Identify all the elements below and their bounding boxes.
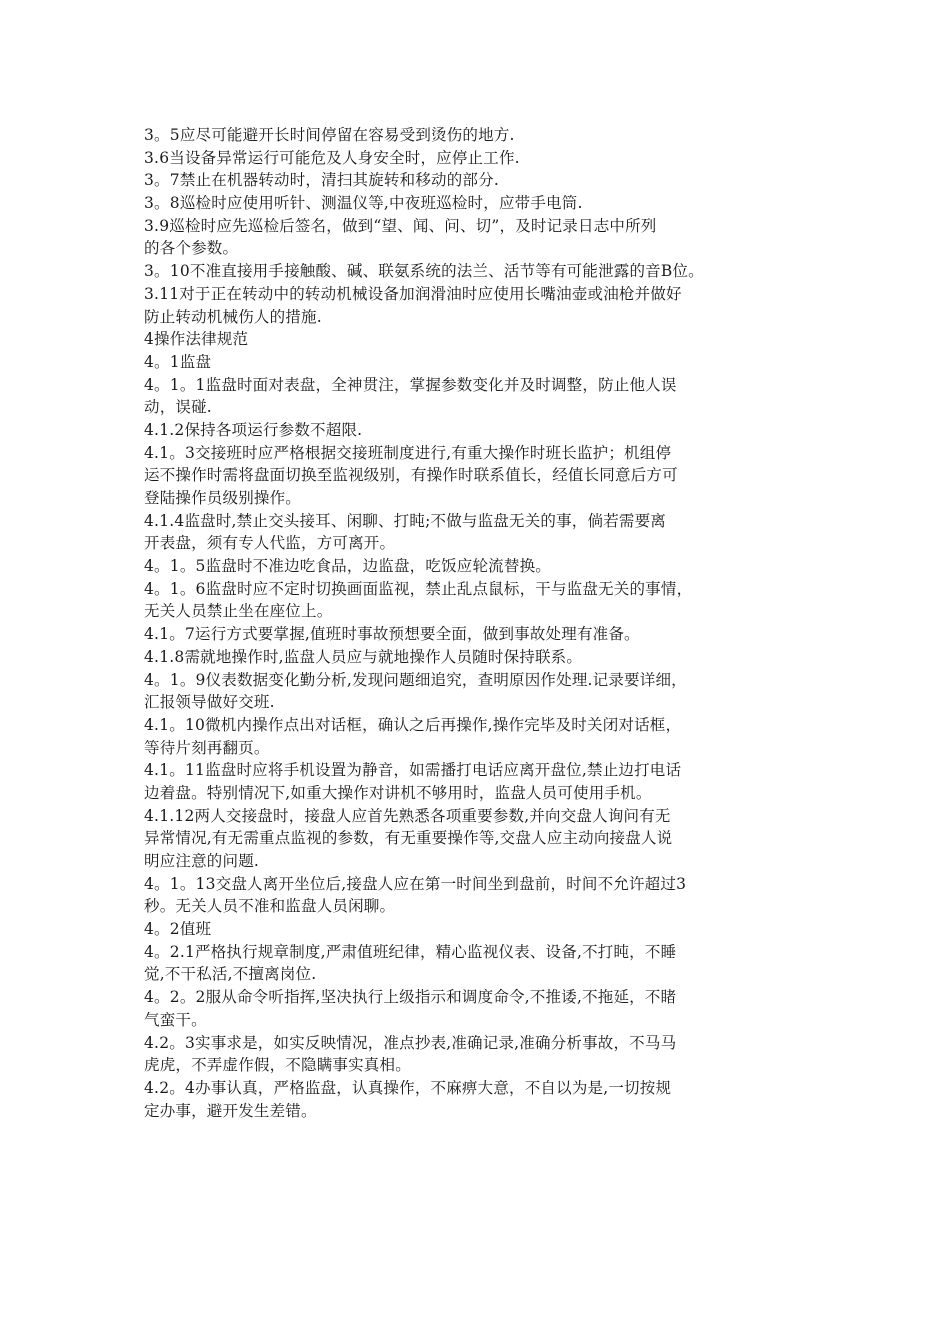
document-body (144, 124, 814, 1122)
text-line: 4.1.8需就地操作时,监盘人员应与就地操作人员随时保持联系。 (144, 647, 583, 666)
text-line: 登陆操作员级别操作。 (144, 489, 302, 507)
text-line: 汇报领导做好交班. (144, 693, 275, 712)
text-line: 秒。无关人员不准和监盘人员闲聊。 (144, 897, 396, 916)
text-line: 觉,不干私活,不擅离岗位. (144, 965, 317, 984)
text-line: 运不操作时需将盘面切换至监视级别，有操作时联系值长，经值长同意后方可 (144, 466, 678, 485)
text-line: 3。8巡检时应使用听针、测温仪等,中夜班巡检时，应带手电筒. (144, 194, 583, 213)
text-line: 气蛮干。 (144, 1010, 207, 1029)
text-line: 4.1。7运行方式要掌握,值班时事故预想要全面，做到事故处理有准备。 (144, 625, 640, 644)
text-line: 3.9巡检时应先巡检后签名，做到“望、闻、问、切”，及时记录日志中所列 (144, 216, 657, 235)
text-line: 开表盘，须有专人代监，方可离开。 (144, 534, 396, 553)
text-line: 明应注意的问题. (144, 852, 260, 870)
text-line: 4.1.2保持各项运行参数不超限. (144, 420, 363, 439)
text-line: 4.2。4办事认真，严格监盘，认真操作，不麻痹大意，不自以为是,一切按规 (144, 1078, 672, 1097)
text-line: 异常情况,有无需重点监视的参数，有无重要操作等,交盘人应主动向接盘人说 (144, 829, 673, 848)
text-line: 3.6当设备异常运行可能危及人身安全时，应停止工作. (144, 148, 520, 167)
text-line: 定办事，避开发生差错。 (144, 1101, 317, 1120)
text-line: 4.2。3实事求是，如实反映情况，准点抄表,准确记录,准确分析事故，不马马 (144, 1033, 677, 1052)
text-line: 等待片刻再翻页。 (144, 738, 270, 757)
section-heading: 4操作法律规范 (144, 330, 249, 349)
text-line: 防止转动机械伤人的措施. (144, 307, 322, 326)
text-line: 3。7禁止在机器转动时，清扫其旋转和移动的部分. (144, 171, 499, 190)
text-line: 动，误碰. (144, 398, 212, 417)
text-line: 4。1。6监盘时应不定时切换画面监视，禁止乱点鼠标，干与监盘无关的事情， (144, 579, 693, 598)
text-line: 4。2。2服从命令听指挥,坚决执行上级指示和调度命令,不推诿,不拖延，不睹 (144, 988, 677, 1007)
text-line: 3。10不准直接用手接触酸、碱、联氨系统的法兰、活节等有可能泄露的音B位。 (144, 262, 704, 281)
text-line: 4。2.1严格执行规章制度,严肃值班纪律，精心监视仪表、设备,不打盹，不睡 (144, 942, 677, 961)
text-line: 4.1。10微机内操作点出对话框，确认之后再操作,操作完毕及时关闭对话框， (144, 715, 682, 734)
text-line: 3.11对于正在转动中的转动机械设备加润滑油时应使用长嘴油壶或油枪并做好 (144, 284, 682, 303)
text-line: 4.1.12两人交接盘时，接盘人应首先熟悉各项重要参数,并向交盘人询问有无 (144, 806, 671, 825)
text-line: 4。1。5监盘时不准边吃食品，边监盘，吃饭应轮流替换。 (144, 557, 551, 576)
text-line: 4.1。3交接班时应严格根据交接班制度进行,有重大操作时班长监护；机组停 (144, 443, 672, 462)
subsection-heading: 4。2值班 (144, 920, 212, 939)
text-line: 边着盘。特别情况下,如重大操作对讲机不够用时，监盘人员可使用手机。 (144, 783, 652, 802)
text-line: 4。1。1监盘时面对表盘，全神贯注，掌握参数变化并及时调整，防止他人误 (144, 375, 677, 394)
subsection-heading: 4。1监盘 (144, 352, 212, 371)
text-line: 的各个参数。 (144, 239, 239, 258)
text-line: 4.1.4监盘时,禁止交头接耳、闲聊、打盹;不做与监盘无关的事，倘若需要离 (144, 511, 666, 530)
text-line: 4.1。11监盘时应将手机设置为静音，如需播打电话应离开盘位,禁止边打电话 (144, 761, 682, 780)
text-line: 4。1。9仪表数据变化勤分析,发现问题细追究，查明原因作处理.记录要详细， (144, 670, 687, 689)
text-line: 3。5应尽可能避开长时间停留在容易受到烫伤的地方. (144, 126, 515, 144)
text-line: 无关人员禁止坐在座位上。 (144, 602, 333, 621)
text-line: 虎虎，不弄虚作假，不隐瞒事实真相。 (144, 1056, 411, 1075)
text-line: 4。1。13交盘人离开坐位后,接盘人应在第一时间坐到盘前，时间不允许超过3 (144, 874, 687, 893)
